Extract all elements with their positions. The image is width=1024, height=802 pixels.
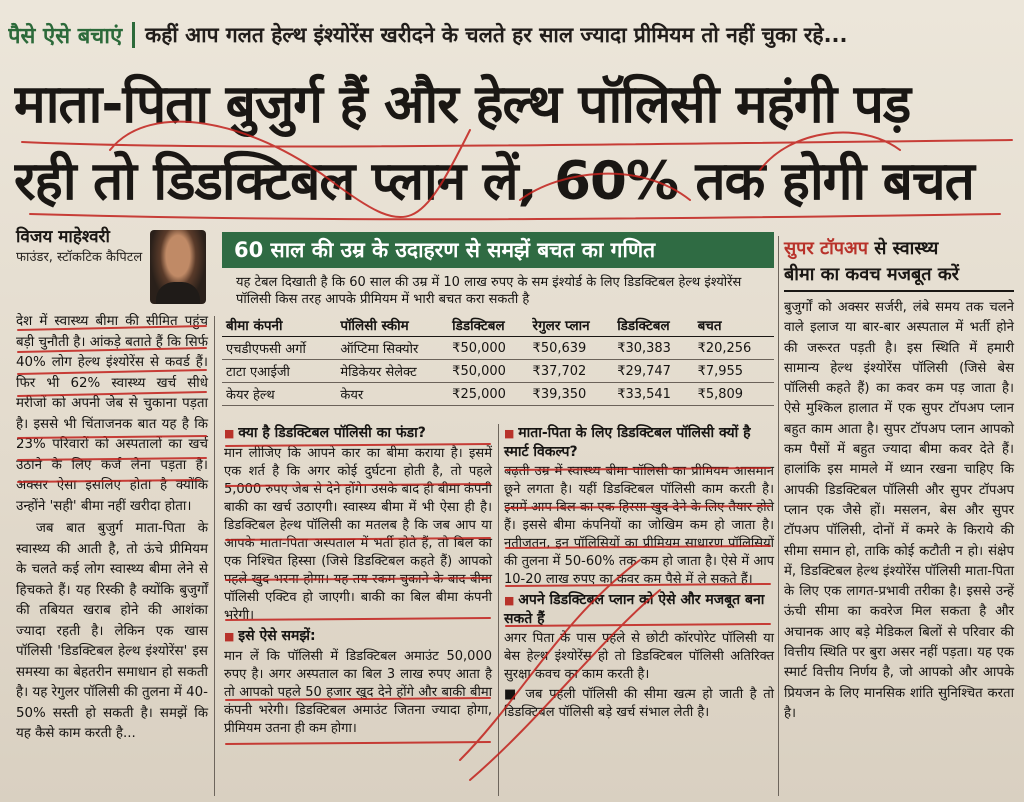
left-column [16,312,208,747]
table-cell: ₹39,350 [529,383,614,406]
paragraph: मान लें कि पॉलिसी में डिडक्टिबल अमाउंट 50,000 रुपए है। अगर अस्पताल का बिल 3 लाख रुपए आता है तो आपको पहले 50 हजार खुद देने होंगे और बाकी बीमा कंपनी भरेगी। डिडक्टिबल अमाउंट जितना ज्यादा होगा, प्रीमियम उतना ही कम होगा। [224,649,492,736]
th-regular: रेगुलर प्लान [529,314,614,337]
right-title-black: से स्वास्थ्य [867,238,939,259]
right-body: बुजुर्गों को अक्सर सर्जरी, लंबे समय तक चलने वाले इलाज या बार-बार अस्पताल में भर्ती होने की जरूरत पड़ती है। इस स्थिति में हमारी सामान्य हेल्थ इंश्योरेंस पॉलिसी (जिसे बेस पॉलिसी कहते हैं) का कवर कम पड़ जाता है। ऐसे मुश्किल हालात में एक सुपर टॉपअप प्लान बहुत काम आता है। सुपर टॉपअप प्लान आपको कम पैसों में बहुत ज्यादा बीमा कवर देते हैं। हालांकि इस मामले में ध्यान रखना चाहिए कि आपकी डिडक्टिबल पॉलिसी और सुपर टॉपअप प्लान एक जैसे हों। मसलन, बेस और सुपर टॉपअप पॉलिसी, दोनों में कमरे के किराये की सीमा समान हो, ताकि कोई कटौती न हो। संक्षेप में, डिडक्टिबल हेल्थ इंश्योरेंस पॉलिसी माता-पिता के लिए एक लागत-प्रभावी तरीका है। इससे उन्हें ऊंची सीमा का कवरेज मिल सकता है और अचानक आए बड़े मेडिकल बिलों से परिवार की वित्तीय स्थिति पर बुरा असर नहीं पड़ता। यह एक स्मार्ट वित्तीय निर्णय है, जो आपको और आपके प्रियजन के लिए मानसिक शांति सुनिश्चित करता है। [784,300,1014,721]
headline [14,66,1014,220]
headline-line-1: माता-पिता बुजुर्ग हैं और हेल्थ पॉलिसी महंगी पड़ [14,74,911,135]
table-header-row [222,314,774,337]
paragraph: मान लीजिए कि आपने कार का बीमा कराया है। इसमें एक शर्त है कि अगर कोई दुर्घटना होती है, तो पहले 5,000 रुपए जेब से देने होंगे। उसके बाद ही बीमा कंपनी बाकी का खर्च उठाएगी। स्वास्थ्य बीमा में भी ऐसा ही है। डिडक्टिबल हेल्थ पॉलिसी का मतलब है कि जब आप या आपके माता-पिता अस्पताल में भर्ती होते हैं, तो बिल का एक निश्चित हिस्सा (जिसे डिडक्टिबल कहते हैं) आपको पहले खुद भरना होगा। यह तय रकम चुकाने के बाद बीमा पॉलिसी एक्टिव हो जाएगी। बाकी का बिल बीमा कंपनी भरेगी। [224,446,492,623]
table-cell: ₹25,000 [448,383,528,406]
subheading: ■ इसे ऐसे समझें: [224,627,492,646]
right-column [784,236,1014,724]
th-company: बीमा कंपनी [222,314,336,337]
subheading: ■ क्या है डिडक्टिबल पॉलिसी का फंडा? [224,424,492,443]
subheading: ■ अपने डिडक्टिबल प्लान को ऐसे और मजबूत बना सकते हैं [504,591,774,628]
table-cell: ₹30,383 [613,337,693,360]
column-rule [778,236,779,796]
column-rule [498,424,499,796]
th-scheme: पॉलिसी स्कीम [336,314,448,337]
table-cell: ₹29,747 [613,360,693,383]
table-row [222,337,774,360]
left-paragraph-1: देश में स्वास्थ्य बीमा की सीमित पहुंच बड़ी चुनौती है। आंकड़े बताते हैं कि सिर्फ 40% लोग हेल्थ इंश्योरेंस से कवर्ड हैं। फिर भी 62% स्वास्थ्य खर्च सीधे मरीजों को अपनी जेब से चुकाना पड़ता है। इससे भी चिंताजनक बात यह है कि 23% परिवारों को अस्पतालों का खर्च उठाने के लिए कर्ज लेना पड़ता है। अक्सर ऐसा इसलिए होता है क्योंकि उन्होंने 'सही' बीमा नहीं खरीदा होता। [16,314,208,514]
kicker-label: पैसे ऐसे बचाएं [8,24,123,49]
table-cell: केयर हेल्थ [222,383,336,406]
paragraph: बढ़ती उम्र में स्वास्थ्य बीमा पॉलिसी का प्रीमियम आसमान छूने लगता है। यहीं डिडक्टिबल पॉलिसी काम करती है। इसमें आप बिल का एक हिस्सा खुद देने के लिए तैयार होते हैं। इससे बीमा कंपनियों का जोखिम कम हो जाता है। नतीजतन, इन पॉलिसियों का प्रीमियम साधारण पॉलिसियों की तुलना में 50-60% तक कम हो जाता है। ऐसे में आप 10-20 लाख रुपए का कवर कम पैसे में ले सकते हैं। [504,464,774,587]
table-cell: टाटा एआईजी [222,360,336,383]
table-cell: ₹5,809 [694,383,774,406]
paragraph: अगर पिता के पास पहले से छोटी कॉरपोरेट पॉलिसी या बेस हेल्थ इंश्योरेंस हो तो डिडक्टिबल पॉलिसी अतिरिक्त सुरक्षा कवच का काम करती है। [504,631,774,682]
table-cell: ₹7,955 [694,360,774,383]
table-cell: ₹50,639 [529,337,614,360]
middle-left-column [224,424,492,740]
table-cell: ऑप्टिमा सिक्योर [336,337,448,360]
headline-line-2: रही तो डिडक्टिबल प्लान लें, 60% तक होगी बचत [14,151,974,212]
pen-underline [226,742,490,744]
th-saving: बचत [694,314,774,337]
table-cell: केयर [336,383,448,406]
author-role: फाउंडर, स्टॉकटिक कैपिटल [16,250,143,265]
table-cell: ₹20,256 [694,337,774,360]
author-name: विजय माहेश्वरी [16,227,110,247]
column-rule [214,316,215,796]
table-intro: यह टेबल दिखाती है कि 60 साल की उम्र में 10 लाख रुपए के सम इंश्योर्ड के लिए डिडक्टिबल हेल्थ इंश्योरेंस पॉलिसी किस तरह आपके प्रीमियम में भारी बचत करा सकती है [236,275,742,307]
right-title-rule [784,290,1014,292]
right-title-line-2: बीमा का कवच मजबूत करें [784,264,960,285]
kicker-line [8,18,1018,52]
savings-table-box [222,232,774,406]
table-cell: एचडीएफसी अर्गो [222,337,336,360]
table-cell: ₹50,000 [448,337,528,360]
table-row [222,360,774,383]
table-cell: ₹37,702 [529,360,614,383]
middle-right-column [504,424,774,724]
paragraph: ■ जब पहली पॉलिसी की सीमा खत्म हो जाती है तो डिडक्टिबल पॉलिसी बड़े खर्च संभाल लेती है। [504,687,774,720]
kicker-separator [132,22,135,48]
table-banner: 60 साल की उम्र के उदाहरण से समझें बचत का गणित [222,232,774,268]
kicker-text: कहीं आप गलत हेल्थ इंश्योरेंस खरीदने के चलते हर साल ज्यादा प्रीमियम तो नहीं चुका रहे... [145,23,848,47]
th-deductible: डिडक्टिबल [448,314,528,337]
th-deductible-plan: डिडक्टिबल [613,314,693,337]
author-photo [150,230,206,304]
table-cell: ₹50,000 [448,360,528,383]
table-cell: मेडिकेयर सेलेक्ट [336,360,448,383]
savings-table [222,314,774,406]
table-row [222,383,774,406]
subheading: ■ माता-पिता के लिए डिडक्टिबल पॉलिसी क्यों है स्मार्ट विकल्प? [504,424,774,461]
left-paragraph-2: जब बात बुजुर्ग माता-पिता के स्वास्थ्य की आती है, तो ऊंचे प्रीमियम के चलते कई लोग स्वास्थ्य बीमा लेने से हिचकते हैं। यह रिस्की है क्योंकि बुजुर्गों की तबियत खराब होने की आशंका ज्यादा रहती है। लेकिन एक खास पॉलिसी 'डिडक्टिबल हेल्थ इंश्योरेंस' इस समस्या का बेहतरीन समाधान हो सकती है। यह रेगुलर पॉलिसी की तुलना में 40-50% सस्ती हो सकती है। समझें कि यह कैसे काम करती है... [16,521,208,741]
right-title-line-1 [784,236,1014,260]
right-title-red: सुपर टॉपअप [784,238,868,259]
table-cell: ₹33,541 [613,383,693,406]
